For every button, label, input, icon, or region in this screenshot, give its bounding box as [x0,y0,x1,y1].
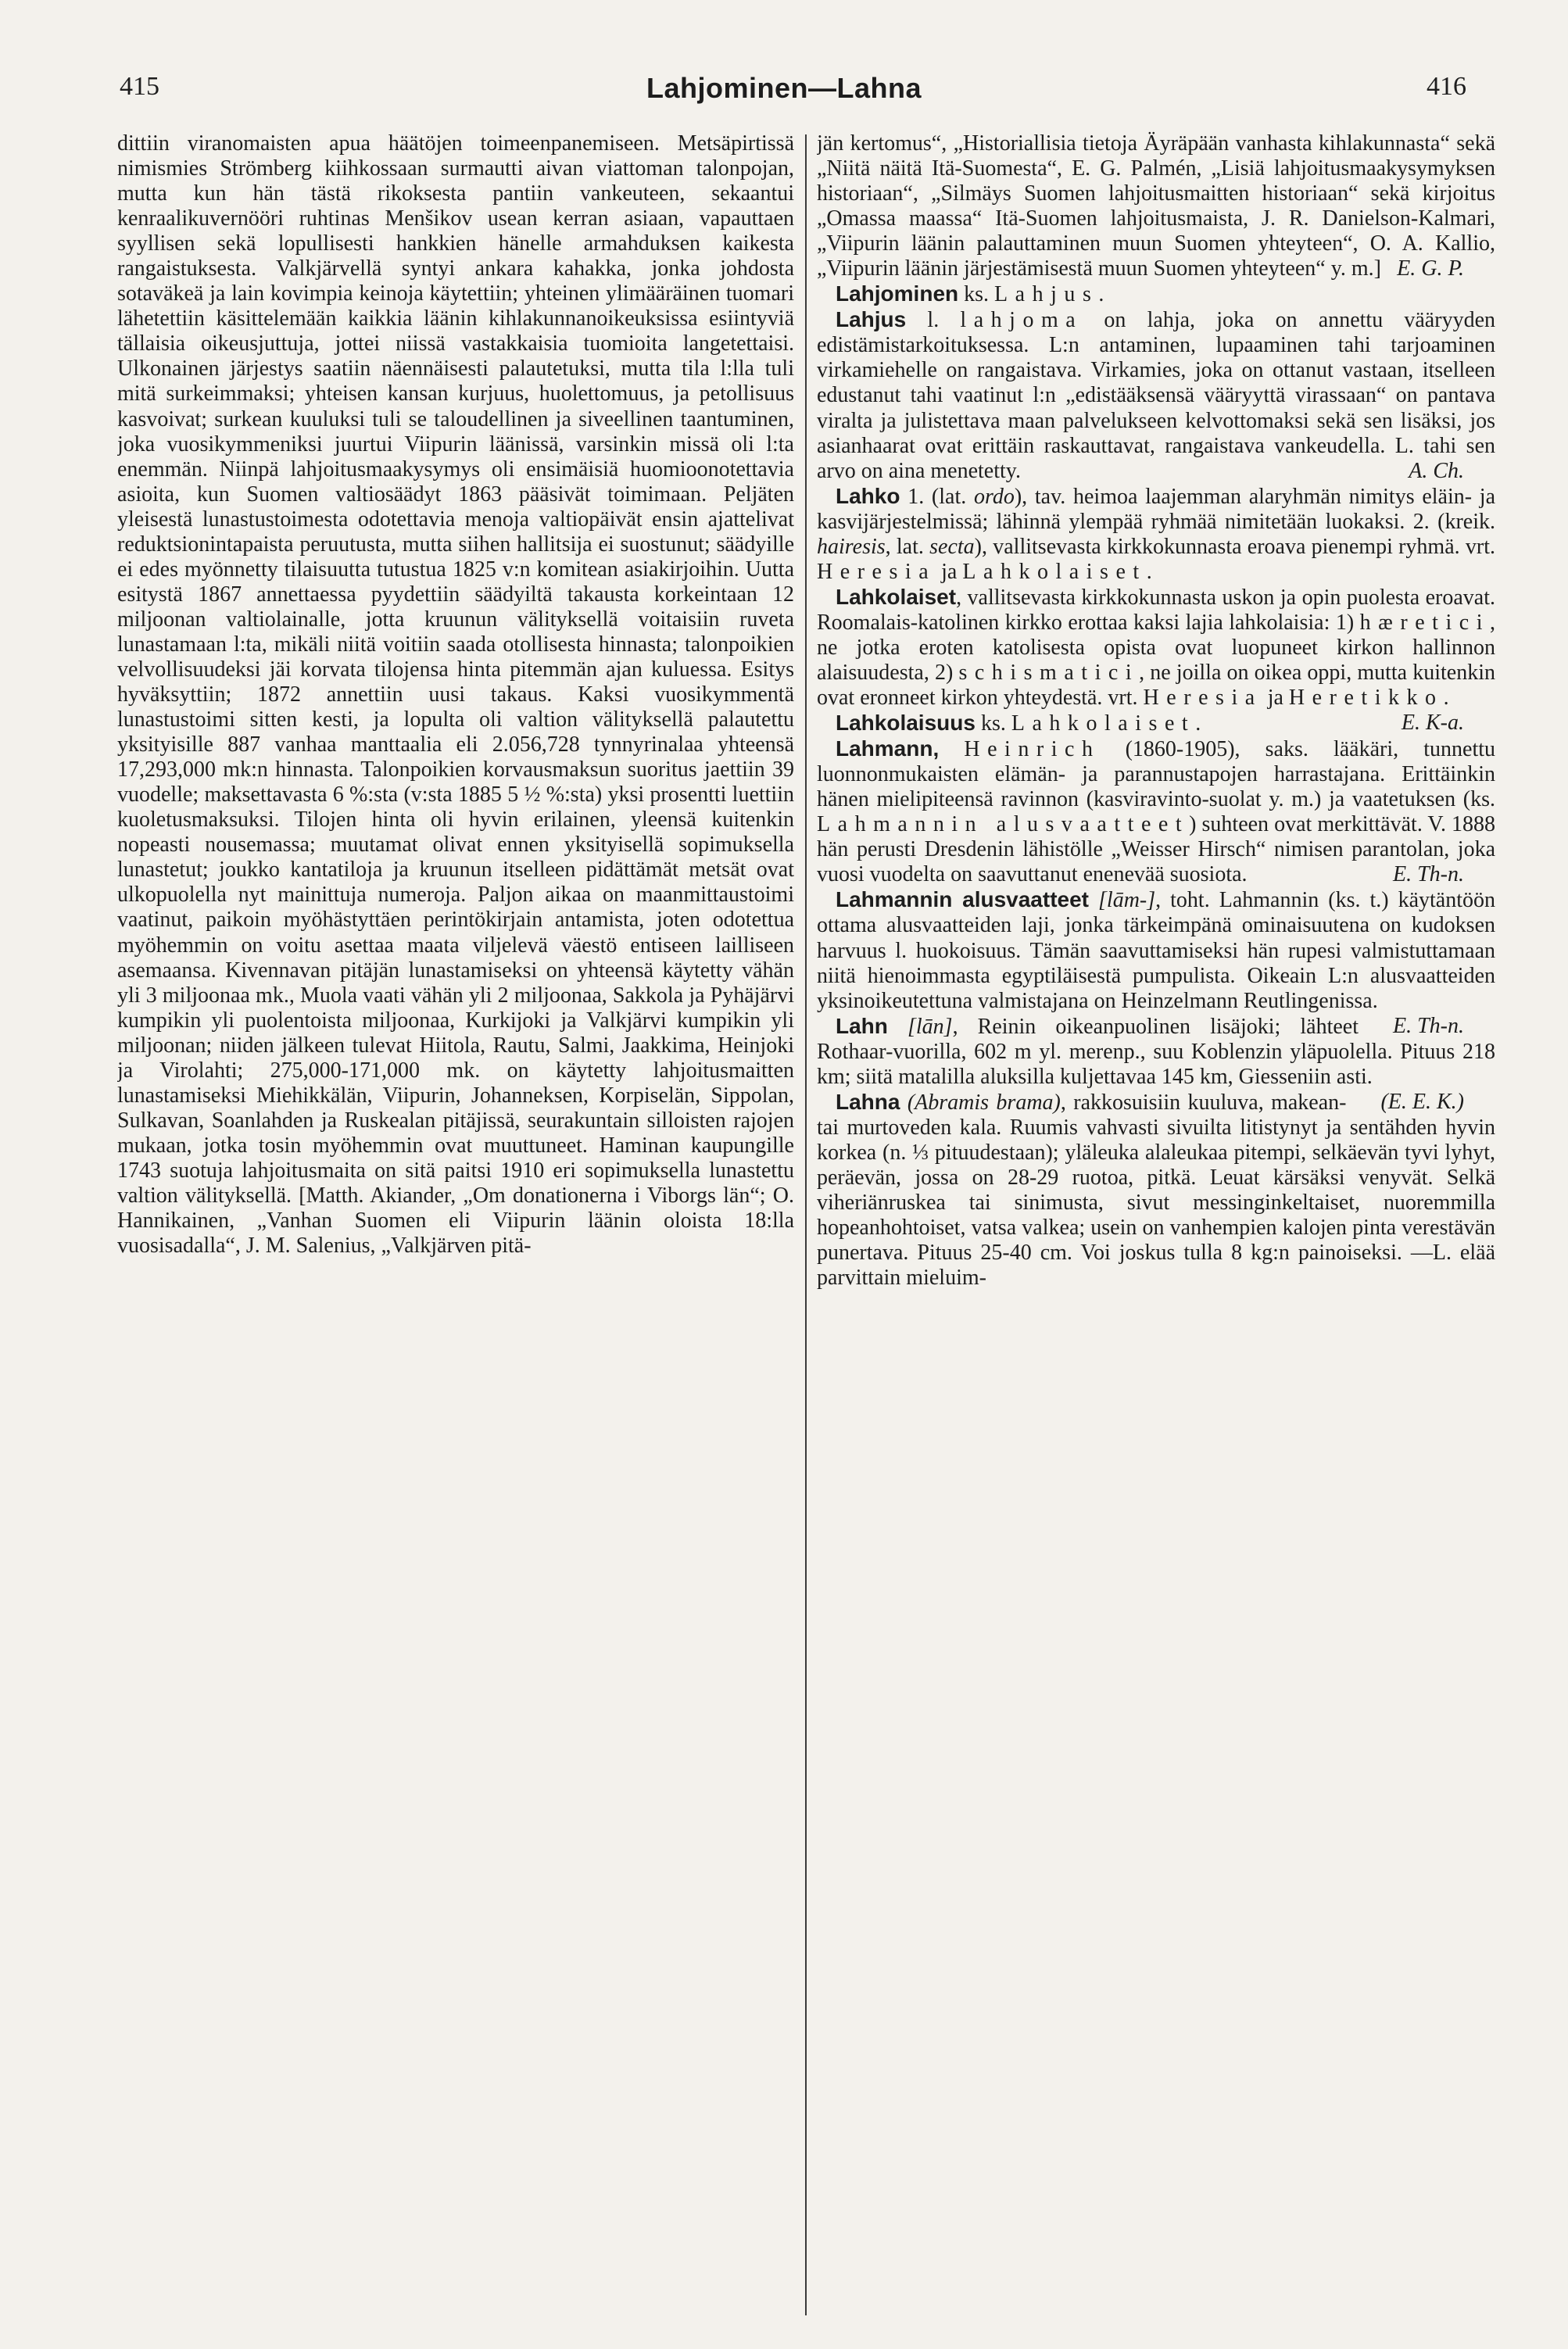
encyclopedia-entry [817,307,1495,483]
entry-text: . [1098,282,1104,307]
cross-reference: Lahkolaiset [1011,711,1196,736]
italic-term: [lām-] [1098,888,1156,913]
entry-headword: Lahn [836,1013,888,1038]
entry-headword: Lahkolaisuus [836,711,976,736]
cross-reference: Lahkolaiset [962,559,1147,584]
entry-headword: Lahjus [836,307,907,332]
entry-headword: Lahko [836,483,900,508]
entry-text: ks. [975,711,1011,736]
author-signature: E. K-a. [1401,711,1464,736]
author-signature: E. G. P. [1397,256,1464,281]
cross-reference: schismatici [958,660,1140,685]
encyclopedia-entry [817,484,1495,585]
entry-text: ks. [958,282,995,307]
page-number-right: 416 [1427,72,1466,101]
entry-text: 1. (lat. [900,484,974,509]
cross-reference: Lahjus [994,282,1099,307]
entry-text [900,1090,907,1115]
author-signature: (E. E. K.) [1380,1089,1464,1114]
entry-text: , Reinin oikeanpuolinen lisäjoki; lähteet Rothaar-vuorilla, 602 m yl. merenp., suu Koblenzin yläpuolella. Pituus 218 km; siitä matalilla aluksilla kuljettavaa 145 km, Giesseniin asti. [817,1014,1495,1089]
encyclopedia-entry [817,736,1495,887]
page-number-left: 415 [120,72,159,101]
entry-text: ), vallitsevasta kirkkokunnasta eroava pienempi ryhmä. vrt. [974,534,1495,559]
continuation-text: jän kertomus“, „Historiallisia tietoja Äyräpään vanhasta kihlakunnasta“ sekä „Niitä näitä Itä-Suomesta“, E. G. Palmén, „Lisiä lahjoitusmaakysymyksen historiaan“, „Silmäys Suomen lahjoitusmaitten historiaan“ sekä kirjoitus „Omassa maassa“ Itä-Suomen lahjoitusmaista, J. R. Danielson-Kalmari, „Viipurin läänin palauttaminen muun Suomen yhteyteen“, O. A. Kallio, „Viipurin läänin järjestämisestä muun Suomen yhteyteen“ y. m.] [817,131,1495,281]
entry-text: l. [906,308,961,333]
entry-text: , ne joilla on oikea oppi, mutta kuitenkin ovat eronneet kirkon yhteydestä. vrt. [817,660,1495,711]
entry-text [939,737,964,761]
running-header-title: Lahjominen—Lahna [646,72,922,104]
cross-reference: lahjoma [960,308,1083,333]
italic-term: [lān] [907,1014,953,1039]
entry-text: . [1195,711,1201,736]
column-divider [805,134,807,2315]
italic-term: secta [929,534,975,559]
entry-headword: Lahmannin alusvaatteet [836,887,1089,912]
author-signature: E. Th-n. [1393,1013,1464,1038]
author-signature: A. Ch. [1409,458,1464,483]
cross-reference: Lahmannin alusvaatteet [817,812,1190,837]
entry-text: , toht. Lahmannin (ks. t.) käytäntöön ottama alusvaatteiden laji, jonka tärkeimpänä ominaisuutena on kudoksen harvuus l. huokoisuus. Tämän saavuttamiseksi hän rupesi valmistuttamaan niitä hienoimmasta egyptiläisestä pumpulista. Oikeain L:n alusvaatteiden yksinoikeutettuna valmistajana on Heinzelmann Reutlingenissa. [817,888,1495,1013]
article-continuation-end [817,131,1495,281]
entry-headword: Lahna [836,1089,900,1114]
entry-text: , ne jotka eroten katolisesta opista ovat luopuneet kirkon hallinnon alaisuudesta, 2) [817,610,1495,685]
entry-headword: Lahjominen [836,281,959,306]
right-column [817,131,1495,2320]
encyclopedia-entry [817,1090,1495,1291]
entry-text: . [1443,686,1449,711]
entry-text: ja [1262,686,1289,711]
entry-text: , vallitsevasta kirkkokunnasta uskon ja opin puolesta eroavat. Roomalais-katolinen kirkko erottaa kaksi lajia lahkolaisia: 1) [817,585,1495,635]
entry-text: , lat. [885,534,930,559]
entry-headword: Lahkolaiset [836,584,957,609]
italic-term: hairesis [817,534,886,559]
entry-text: ja [936,559,963,584]
cross-reference: hæretici [1359,610,1490,635]
encyclopedia-entry [817,281,1495,307]
entry-text: ), tav. heimoa laajemman alaryhmän nimitys eläin- ja kasvijärjestelmissä; lähinnä ylempää ryhmää nimitetään luokaksi. 2. (kreik. [817,484,1495,534]
cross-reference: Heresia [1143,686,1262,711]
italic-term: (Abramis brama) [907,1090,1061,1115]
entry-text: ) suhteen ovat merkittävät. V. 1888 hän perusti Dresdenin lähistölle „Weisser Hirsch“ nimisen parantolan, joka vuosi vuodelta on saavuttanut enenevää suosiota. [817,812,1495,887]
entry-text [888,1015,908,1039]
entry-headword: Lahmann, [836,736,940,761]
italic-term: ordo [973,484,1015,509]
cross-reference: Heresia [817,559,936,584]
left-column [117,131,794,2320]
entry-text: . [1146,559,1152,584]
author-signature: E. Th-n. [1393,862,1464,887]
cross-reference: Heretikko [1288,686,1444,711]
entry-text [1089,888,1098,912]
entry-text: (1860-1905), saks. lääkäri, tunnettu luonnonmukaisten elämän- ja parannustapojen harrastajana. Erittäinkin hänen mielipiteensä ravinnon (kasviravinto-suolat y. m.) ja vaatetuksen (ks. [817,737,1495,812]
article-continuation: dittiin viranomaisten apua häätöjen toimeenpanemiseen. Metsäpirtissä nimismies Strömberg kiihkossaan surmautti aivan viattoman talonpojan, mutta kun hän tästä rikoksesta pantiin vankeuteen, sekaantui kenraalikuvernööri ruhtinas Menšikov usean kerran asiaan, vapauttaen syyllisen sekä lopullisesti hankkien hänelle armahduksen kaikesta rangaistuksesta. Valkjärvellä syntyi ankara kahakka, jonka johdosta sotaväkeä ja lain kovimpia keinoja käytettiin; yhteinen ylimääräinen tuomari lähetettiin käsittelemään kaikkia läänin kihlakunnanoikeuksissa esiintyviä tällaisia oikeusjuttuja, jottei niissä vastakkaisia tuomioita langetettaisi. Ulkonainen järjestys saatiin näennäisesti palautetuksi, mutta tila l:lla tuli mitä surkeimmaksi; yhteisen kansan kurjuus, huolettomuus, ja petollisuus kasvoivat; surkean kuuluksi tuli se taloudellinen ja siveellinen taantuminen, joka vuosikymmeniksi juurtui Viipurin läänissä, varsinkin missä oli l:ta enemmän. Niinpä lahjoitusmaakysymys oli ensimäisiä huomioonotettavia asioita, kun Suomen valtiosäädyt 1863 pääsivät toimimaan. Peljäten yleisestä lunastustoimesta odotettavia menoja valtiopäivät ensin ajattelivat reduktsionintapaista peruutusta, mutta siihen hallitsija ei suostunut; säädyille ei edes myönnetty tilaisuutta tutustua 1825 v:n komitean asiakirjoihin. Uutta esitystä 1867 annettaessa pyydettiin säädyiltä takausta korkeintaan 12 miljoonan valtiolainalle, jotta kruunun välityksellä voitaisiin ruveta lunastamaan l:ta, mikäli niitä voitiin saada otollisesta hinnasta; talonpoikien velvollisuudeksi jäi korvata tilojensa hinta pitemmän ajan kuluessa. Esitys hyväksyttiin; 1872 annettiin uusi takaus. Kaksi vuosikymmentä lunastustoimi sitten kesti, ja lopulta oli valtion välityksellä palautettu yksityisille 887 vanhaa manttaalia eli 2.056,728 tynnyrinalaa yhteensä 17,293,000 mk:n hinnasta. Talonpoikien korvausmaksun suoritus jaettiin 39 vuodelle; maksettavasta 6 %:sta (v:sta 1885 5 ½ %:sta) yksi prosentti luettiin kuoletusmaksuksi. Tilojen hinta oli hyvin erilainen, yleensä kuitenkin nopeasti nousemassa; muutamat olivat ennen yksityisellä sopimuksella lunastetut; joukko kantatiloja ja kruunun itselleen pidättämät metsät ovat ulkopuolella nyt mainittuja numeroja. Paljon aikaa on maanmittaustoimi vaatinut, paikoin myöhästyttäen perintökirjain antamista, joten odotettua myöhemmin on voitu asettaa maata viljelevä väestö entiseen lailliseen asemaansa. Kivennavan pitäjän lunastamiseksi on yhteensä käytetty vähän yli 3 miljoonaa mk., Muola vaati vähän yli 2 miljoonaa, Sakkola ja Pyhäjärvi kumpikin yli puolentoista miljoonaa, Kurkijoki ja Valkjärvi kumpikin yli miljoonan; niiden jälkeen tulevat Hiitola, Rautu, Salmi, Jaakkima, Heinjoki ja Virolahti; 275,000-171,000 mk. on käytetty lahjoitusmaitten lunastamiseksi Miehikkälän, Viipurin, Johanneksen, Korpiselän, Sippolan, Sulkavan, Soanlahden ja Ruskealan pitäjissä, seurakuntain silloisten rajojen mukaan, jotka tosin myöhemmin ovat muuttuneet. Haminan kaupungille 1743 suotuja lahjoitusmaita on sitä paitsi 1910 eri sopimuksella lunastettu valtion välityksellä. [Matth. Akiander, „Om donationerna i Viborgs län“; O. Hannikainen, „Vanhan Suomen eli Viipurin läänin oloista 18:lla vuosisadalla“, J. M. Salenius, „Valkjärven pitä- [117,131,794,1259]
entry-text: on lahja, joka on annettu vääryyden edistämistarkoituksessa. L:n antaminen, lupaaminen tahi tarjoaminen virkamiehelle on rangaistava. Virkamies, joka on ottanut vastaan, itselleen edustanut tahi vaatinut l:n „edistääksensä vääryyttä virassaan“ on pantava viralta ja julistettava maan palvelukseen kelvottomaksi sekä sen lisäksi, jos asianhaarat ovat erittäin raskauttavat, rangaistava vankeudella. L. tahi sen arvo on aina menetetty. [817,308,1495,483]
cross-reference: Heinrich [964,737,1101,762]
entry-text: , rakkosuisiin kuuluva, makean- tai murtoveden kala. Ruumis vahvasti sivuilta litistynyt ja sentähden hyvin korkea (n. ⅓ pituudestaan); yläleuka alaleukaa pitempi, selkäevän tyvi lyhyt, peräevän, jossa on 28-29 ruotoa, pitkä. Leuat kärsäksi venyvät. Selkä viheriänruskea tai sinimusta, sivut messinginkeltaiset, nuoremmilla hopeanhohtoiset, vatsa valkea; usein on vanhempien kalojen pinta verestävän punertava. Pituus 25-40 cm. Voi joskus tulla 8 kg:n painoiseksi. —L. elää parvittain mieluim- [817,1090,1495,1291]
